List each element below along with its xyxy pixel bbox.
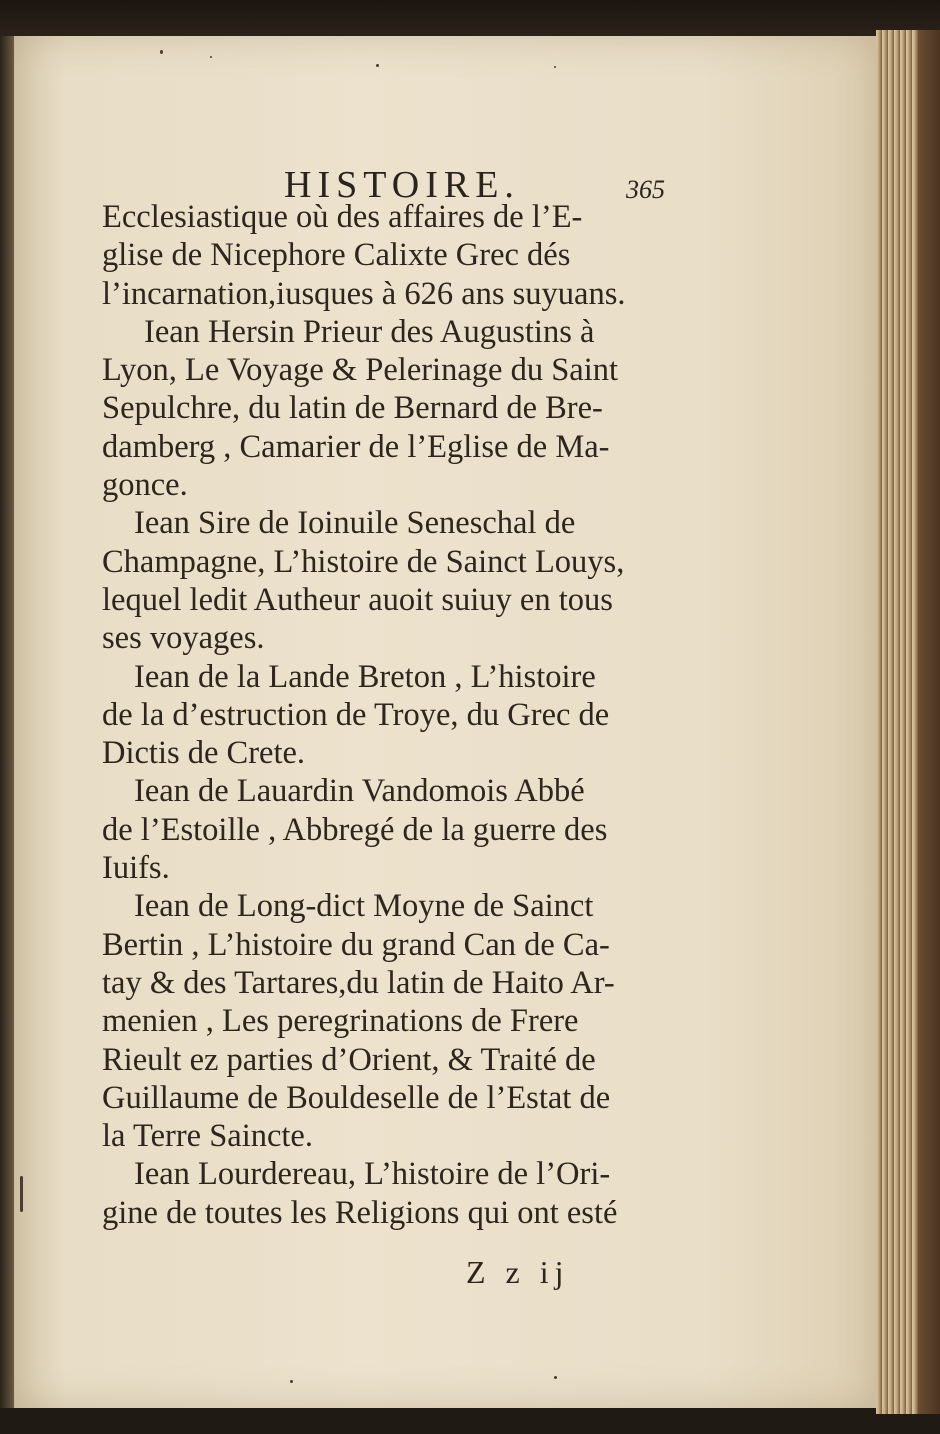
text-line: tay & des Tartares,du latin de Haito Ar- (102, 964, 615, 1001)
signature-mark: Z z ij (466, 1254, 570, 1290)
text-line: Iean Lourdereau, L’histoire de l’Ori- (134, 1156, 611, 1193)
text-line: Ecclesiastique où des affaires de l’E- (102, 199, 583, 235)
text-line: damberg , Camarier de l’Eglise de Ma- (102, 428, 610, 465)
text-line: gonce. (102, 467, 188, 504)
page-fore-edge (876, 30, 940, 1414)
paper-speck (210, 56, 212, 58)
text-line: menien , Les peregrinations de Frere (102, 1003, 579, 1040)
text-line: gine de toutes les Religions qui ont esté (102, 1194, 618, 1231)
text-line: l’incarnation,iusques à 626 ans suyuans. (102, 275, 626, 312)
text-line: la Terre Saincte. (102, 1118, 313, 1155)
paper-speck (554, 66, 556, 68)
running-title: HISTOIRE. (284, 164, 520, 206)
text-line: Iean Hersin Prieur des Augustins à (144, 313, 595, 350)
text-line: Rieult ez parties d’Orient, & Traité de (102, 1041, 596, 1078)
text-line: de la d’estruction de Troye, du Grec de (102, 696, 610, 733)
text-line: Sepulchre, du latin de Bernard de Bre- (102, 390, 603, 427)
text-line: Guillaume de Bouldeselle de l’Estat de (102, 1079, 611, 1116)
text-line: lequel ledit Autheur auoit suiuy en tous (102, 581, 613, 618)
text-line: Lyon, Le Voyage & Pelerinage du Saint (102, 352, 619, 389)
paper-speck (160, 50, 163, 54)
text-line: Iean de Lauardin Vandomois Abbé (134, 773, 585, 810)
text-line: Iean de la Lande Breton , L’histoire (134, 658, 596, 695)
text-line: de l’Estoille , Abbregé de la guerre des (102, 811, 608, 848)
paper-speck (290, 1380, 293, 1383)
text-line: glise de Nicephore Calixte Grec dés (102, 237, 571, 274)
text-line: Champagne, L’histoire de Sainct Louys, (102, 543, 625, 580)
text-line: Dictis de Crete. (102, 735, 306, 772)
text-line: ses voyages. (102, 620, 265, 657)
text-line: Iuifs. (102, 850, 170, 887)
paper-speck (20, 1176, 23, 1212)
fore-edge-shadow (918, 30, 940, 1414)
text-line: Iean Sire de Ioinuile Seneschal de (134, 505, 576, 542)
page-number: 365 (626, 175, 665, 204)
body-text (102, 198, 692, 1232)
text-line: Iean de Long-dict Moyne de Sainct (134, 888, 594, 925)
paper-speck (554, 1376, 557, 1379)
paper-speck (376, 64, 379, 67)
text-line: Bertin , L’histoire du grand Can de Ca- (102, 926, 610, 963)
scan-top-edge (0, 0, 940, 36)
book-gutter (0, 36, 14, 1408)
book-page (14, 36, 876, 1408)
